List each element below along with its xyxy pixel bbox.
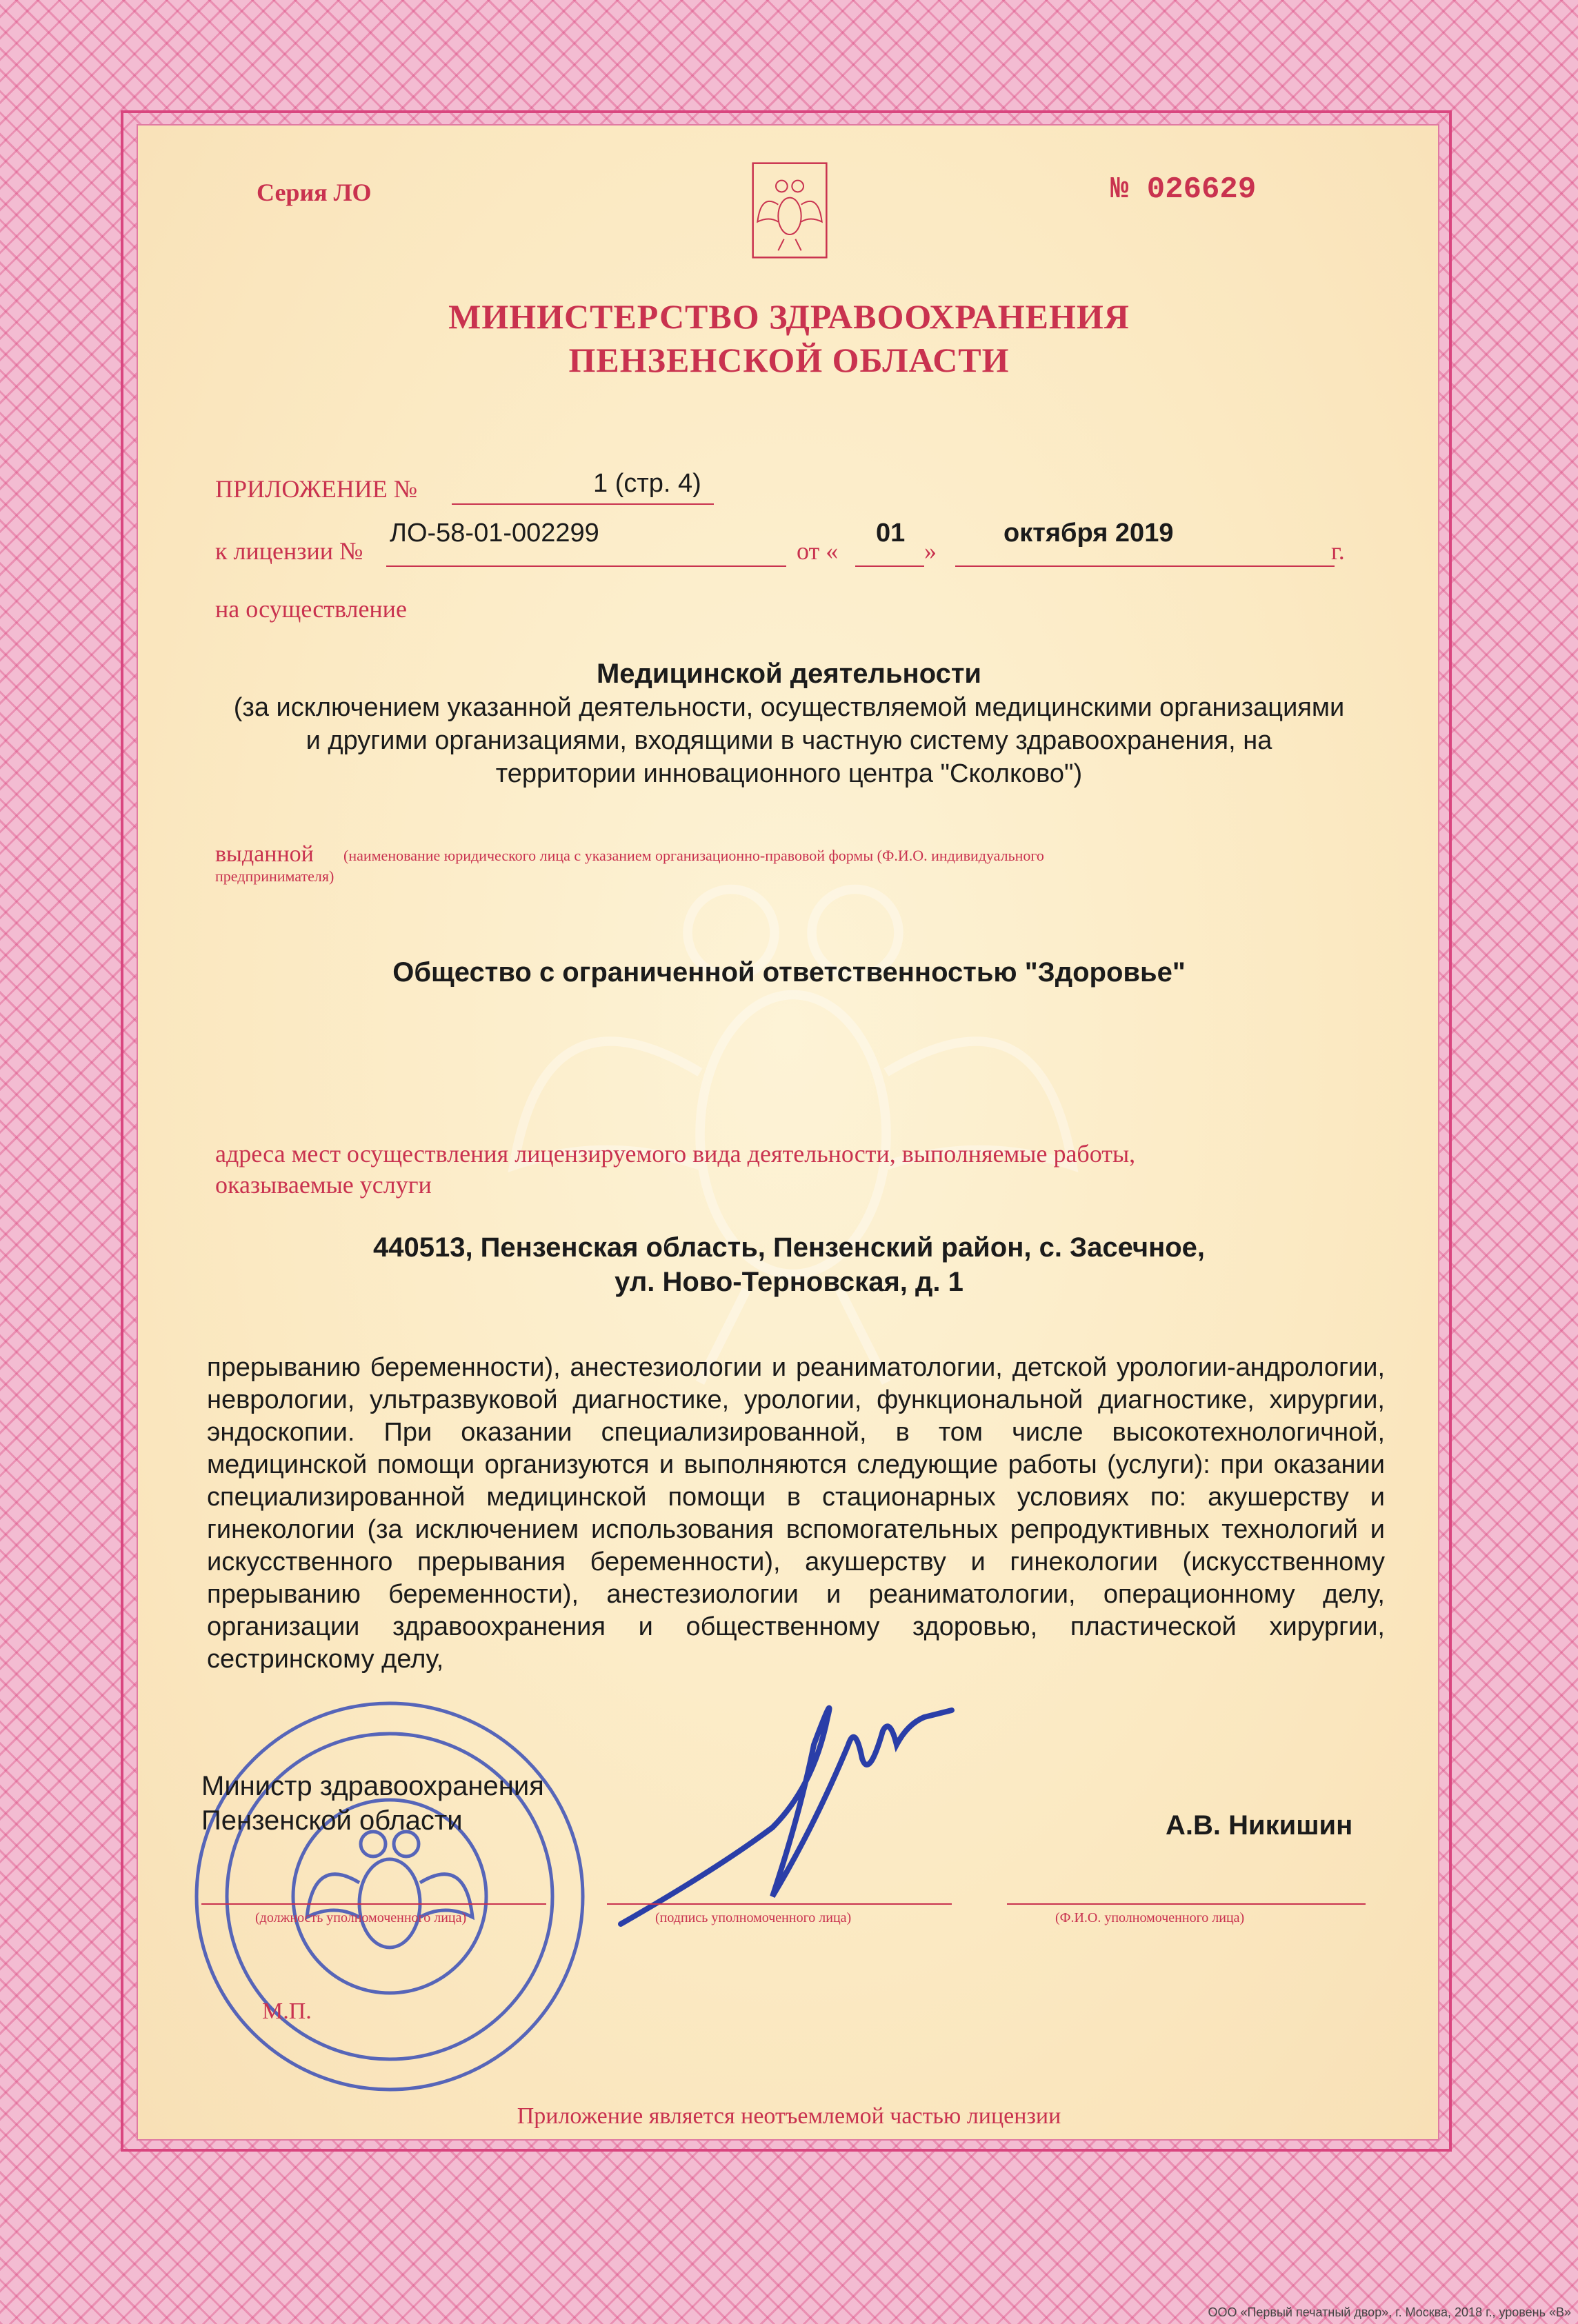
signer-position-line2: Пензенской области [201, 1805, 463, 1836]
organization-name: Общество с ограниченной ответственностью "Здоровье" [392, 957, 1186, 988]
caption-signature: (подпись уполномоченного лица) [655, 1910, 852, 1925]
purpose-label: на осуществление [215, 595, 407, 623]
eagle-watermark-icon [483, 793, 1103, 1414]
appendix-label: ПРИЛОЖЕНИЕ № [215, 475, 418, 503]
ministry-title-line1: МИНИСТЕРСТВО ЗДРАВООХРАНЕНИЯ [448, 297, 1130, 336]
date-day-underline [855, 565, 924, 567]
date-close-quote: » [924, 537, 937, 565]
license-number: ЛО-58-01-002299 [390, 519, 599, 548]
addresses-label-line2: оказываемые услуги [215, 1171, 432, 1199]
activity-line3: территории инновационного центра "Сколково") [495, 759, 1083, 788]
series-label: Серия ЛО [257, 179, 372, 206]
date-month-year: октября 2019 [1003, 519, 1174, 548]
license-underline [386, 565, 786, 567]
appendix-underline [452, 503, 714, 505]
services-body-text: прерыванию беременности), анестезиологии и реаниматологии, детской урологии-андрологии, неврологии, ультразвуковой диагностике, урологии, функциональной диагностике, хирургии, эндоскопии. При оказании специализированной, в том числе высокотехнологичной, медицинской помощи организуются и выполняются следующие работы (услуги): при оказании специализированной медицинской помощи в стационарных условиях по: акушерству и гинекологии (за исключением использования вспомогательных репродуктивных технологий и искусственного прерывания беременности), акушерству и гинекологии (искусственному прерыванию беременности), анестезиологии и реаниматологии, операционному делу, организации здравоохранения и общественному здоровью, пластической хирургии, сестринскому делу, [207, 1353, 1385, 1674]
issued-caption-line1: (наименование юридического лица с указанием организационно-правовой формы (Ф.И.О. индивидуального [343, 847, 1044, 864]
handwritten-signature [607, 1662, 993, 1952]
license-label: к лицензии № [215, 537, 363, 565]
signer-name: А.В. Никишин [1166, 1810, 1353, 1841]
address-line2: ул. Ново-Терновская, д. 1 [615, 1267, 963, 1297]
activity-line1: (за исключением указанной деятельности, осуществляемой медицинскими организациями [233, 693, 1345, 722]
activity-title: Медицинской деятельности [596, 659, 982, 689]
year-suffix: г. [1331, 537, 1345, 565]
date-day: 01 [876, 519, 906, 548]
coat-of-arms-icon [731, 159, 848, 262]
caption-name: (Ф.И.О. уполномоченного лица) [1055, 1910, 1245, 1925]
issued-label: выданной [215, 841, 314, 867]
position-underline [201, 1903, 546, 1905]
issued-caption-line2: предпринимателя) [215, 868, 334, 885]
signature-underline [607, 1903, 952, 1905]
appendix-footer-note: Приложение является неотъемлемой частью лицензии [517, 2103, 1061, 2129]
license-form-number: № 026629 [1110, 172, 1257, 207]
activity-line2: и другими организациями, входящими в частную систему здравоохранения, на [306, 726, 1272, 755]
signer-position-line1: Министр здравоохранения [201, 1771, 544, 1801]
address-line1: 440513, Пензенская область, Пензенский район, с. Засечное, [372, 1232, 1206, 1263]
caption-position: (должность уполномоченного лица) [255, 1910, 467, 1925]
addresses-label-line1: адреса мест осуществления лицензируемого вида деятельности, выполняемые работы, [215, 1140, 1136, 1168]
stamp-place-label: М.П. [262, 1999, 312, 2024]
name-underline [1007, 1903, 1366, 1905]
official-seal-stamp [183, 1690, 597, 2103]
ministry-title-line2: ПЕНЗЕНСКОЙ ОБЛАСТИ [568, 341, 1010, 379]
date-from-label: от « [797, 537, 839, 565]
appendix-value: 1 (стр. 4) [593, 469, 701, 498]
printer-imprint: ООО «Первый печатный двор», г. Москва, 2018 г., уровень «В» [1208, 2305, 1571, 2319]
date-underline [955, 565, 1335, 567]
